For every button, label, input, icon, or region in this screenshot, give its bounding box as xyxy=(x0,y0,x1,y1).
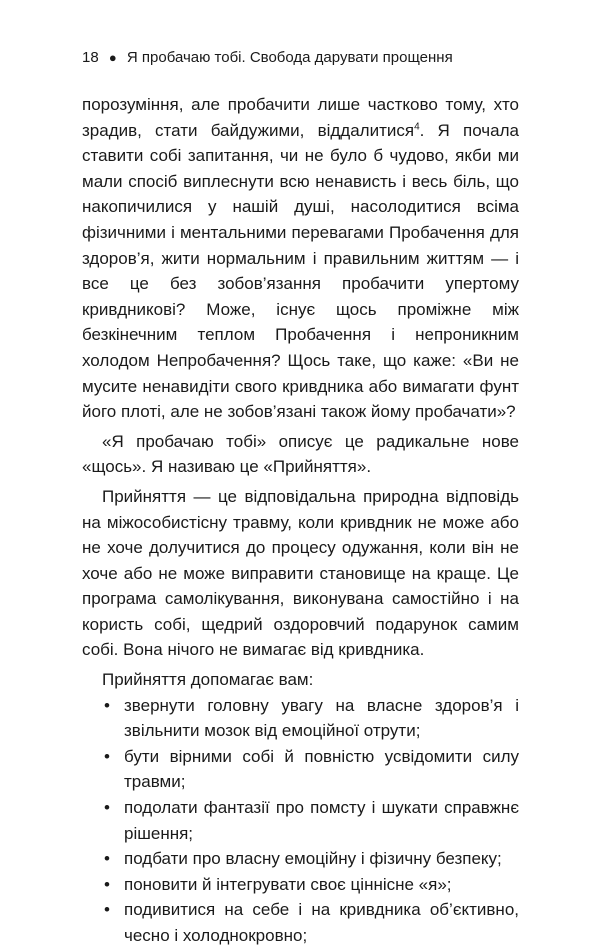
paragraph-1 xyxy=(82,92,519,425)
header-separator-icon: ● xyxy=(108,50,117,65)
paragraph-1-text-a: порозуміння, але пробачити лише частково тому, хто зрадив, стати байдужими, віддалитися xyxy=(82,95,519,140)
list-item xyxy=(82,897,519,948)
list-item xyxy=(82,744,519,795)
list-item-text: подбати про власну емоційну і фізичну безпеку; xyxy=(124,849,502,869)
list-item-text: поновити й інтегрувати своє ціннісне «я»; xyxy=(124,874,452,894)
list-item-text: подивитися на себе і на кривдника об’єктивно, чесно і холоднокровно; xyxy=(124,900,519,945)
page-body xyxy=(82,92,519,949)
bullet-list xyxy=(82,693,519,949)
running-title: Я пробачаю тобі. Свобода дарувати прощення xyxy=(126,49,453,66)
list-item-text: бути вірними собі й повністю усвідомити силу травми; xyxy=(124,746,519,792)
paragraph-2: «Я пробачаю тобі» описує це радикальне нове «щось». Я називаю це «Прийняття». xyxy=(82,431,519,477)
list-item-text: подолати фантазії про помсту і шукати справжнє рішення; xyxy=(124,798,519,843)
list-item xyxy=(82,693,519,744)
list-item xyxy=(82,846,519,872)
bullet-icon: • xyxy=(104,695,110,715)
running-header xyxy=(82,48,453,68)
page-number: 18 xyxy=(82,49,99,66)
paragraph-3: Прийняття — це відповідальна природна відповідь на міжособистісну травму, коли кривдник не може або не хоче долучитися до процесу одужання, коли він не хоче або не може виправити становище на краще. Це програма самолікування, виконувана самостійно і на користь собі, щедрий оздоровчий подарунок самим собі. Вона нічого не вимагає від кривдника. xyxy=(82,486,519,660)
bullet-icon: • xyxy=(104,874,110,894)
paragraph-4: Прийняття допомагає вам: xyxy=(102,670,314,690)
list-item xyxy=(82,795,519,846)
bullet-icon: • xyxy=(104,849,110,869)
bullet-icon: • xyxy=(104,900,110,920)
list-item-text: звернути головну увагу на власне здоров’я і звільнити мозок від емоційної отрути; xyxy=(124,695,519,741)
footnote-reference: 4 xyxy=(414,120,420,132)
paragraph-1-text-b: . Я почала ставити собі запитання, чи не було б чудово, якби ми мали спосіб виплеснути всю ненависть і весь біль, що накопичилися у нашій душі, насолодитися всіма фізичними і ментальними перевагами Пробачення для здоров’я, жити нормальним і правильним життям — і все це без зобов’язання пробачити упертому кривдникові? Може, існує щось проміжне між безкінечним теплом Пробачення і непроникним холодом Непробачення? Щось таке, що каже: «Ви не мусите ненавидіти свого кривдника або вимагати фунт його плоті, але не зобов’язані також йому пробачати»? xyxy=(82,120,519,422)
bullet-icon: • xyxy=(104,746,110,766)
bullet-icon: • xyxy=(104,798,110,818)
